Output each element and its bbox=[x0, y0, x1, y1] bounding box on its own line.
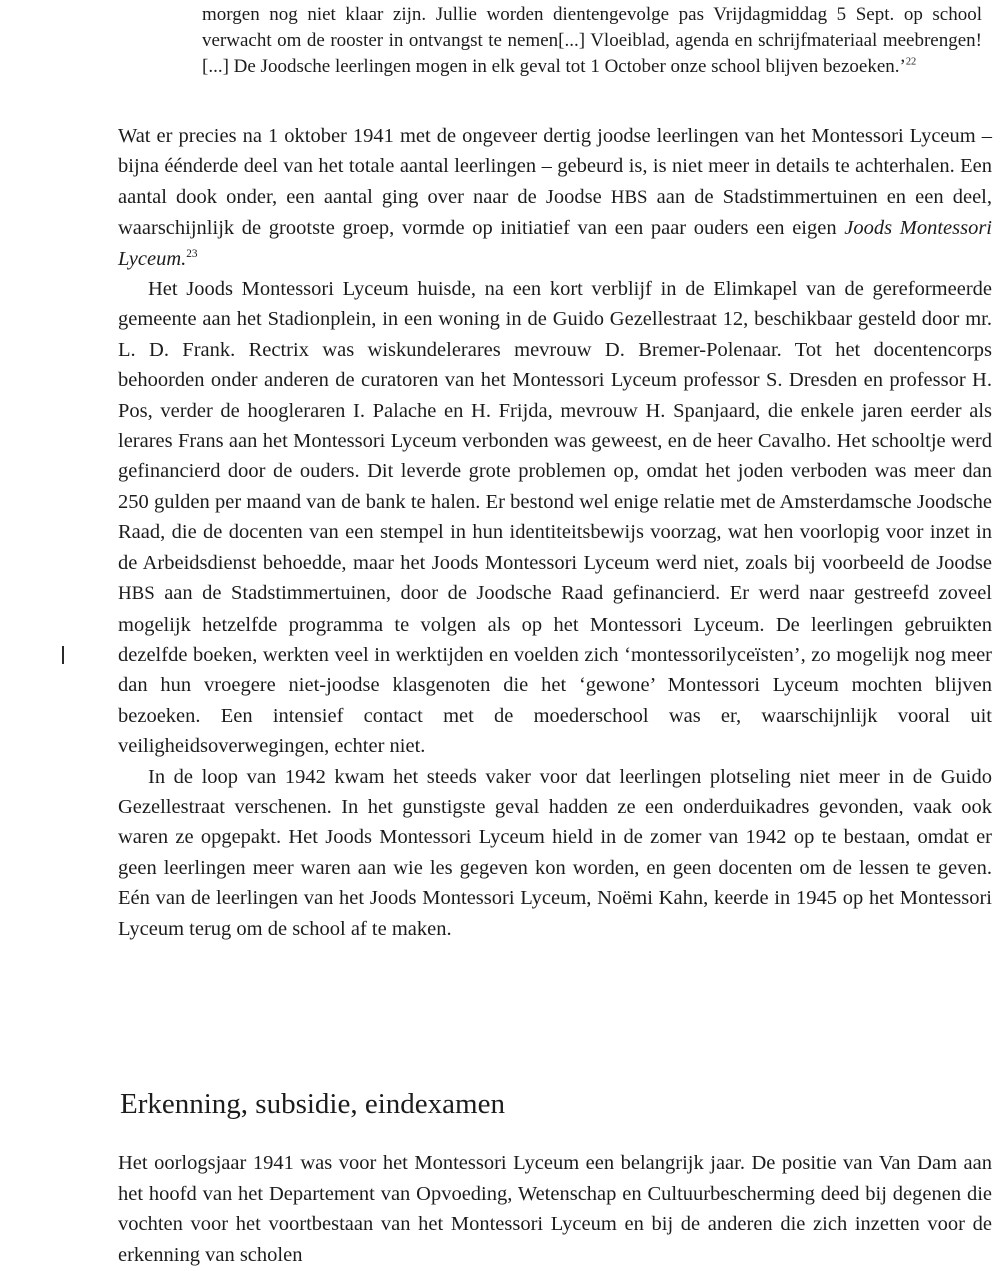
paragraph-1-text-a: Wat er precies na 1 oktober 1941 met de ongeveer dertig joodse leerlingen van het Montessori Lyceum – bijna éénderde deel van het totale aantal leerlingen – gebeurd is, is niet meer in details te achterhalen. Een aantal dook onder, een aantal ging over naar de Joodse bbox=[118, 125, 992, 208]
section-first-paragraph: Het oorlogsjaar 1941 was voor het Montessori Lyceum een belangrijk jaar. De positie van Van Dam aan het hoofd van het Departement van Opvoeding, Wetenschap en Cultuurbescherming deed bij degenen die vochten voor het voortbestaan van het Montessori Lyceum en bij de anderen die zich inzetten voor de erkenning van scholen bbox=[118, 1152, 992, 1266]
italic-title: Joods Montessori Lyceum. bbox=[118, 217, 992, 270]
footnote-ref-23: 23 bbox=[186, 247, 198, 260]
section-heading: Erkenning, subsidie, eindexamen bbox=[120, 1088, 505, 1120]
quote-text: morgen nog niet klaar zijn. Jullie worden dientengevolge pas Vrijdagmiddag 5 Sept. op school verwacht om de rooster in ontvangst te nemen[...] Vloeiblad, agenda en schrijfmateriaal meebrengen![...] De Joodsche leerlingen mogen in elk geval tot 1 October onze school blijven bezoeken.’ bbox=[202, 4, 982, 77]
body-text bbox=[118, 121, 992, 944]
paragraph-2 bbox=[118, 274, 992, 762]
paragraph-2-text-b: aan de Stadstimmertuinen, door de Joodsche Raad gefinancierd. Er werd naar gestreefd zoveel mogelijk hetzelfde programma te volgen als op het Montessori Lyceum. De leerlingen gebruikten dezelfde boeken, werkten veel in werktijden en voelden zich ‘montessorilyceïsten’, zo mogelijk nog meer dan hun vroegere niet-joodse klasgenoten die het ‘gewone’ Montessori Lyceum mochten blijven bezoeken. Een intensief contact met de moederschool was er, waarschijnlijk vooral uit veiligheidsoverwegingen, echter niet. bbox=[118, 582, 992, 758]
paragraph-1-text-b: aan de Stadstimmertuinen en een deel, waarschijnlijk de grootste groep, vormde op initiatief van een paar ouders een eigen bbox=[118, 185, 993, 240]
paragraph-2-text-a: Het Joods Montessori Lyceum huisde, na een kort verblijf in de Elimkapel van de gereformeerde gemeente aan het Stadionplein, in een woning in de Guido Gezellestraat 12, beschikbaar gesteld door mr. L. D. Frank. Rectrix was wiskundelerares mevrouw D. Bremer-Polenaar. Tot het docentencorps behoorden onder anderen de curatoren van het Montessori Lyceum professor S. Dresden en professor H. Pos, verder de hoogleraren I. Palache en H. Frijda, mevrouw H. Spanjaard, die enkele jaren eerder als lerares Frans aan het Montessori Lyceum verbonden was geweest, en de heer Cavalho. Het schooltje werd gefinancierd door de ouders. Dit leverde grote problemen op, omdat het joden verboden was meer dan 250 gulden per maand van de bank te halen. Er bestond wel enige relatie met de Amsterdamsche Joodsche Raad, die de docenten van een stempel in hun identiteitsbewijs voorzag, wat hen voorlopig voor inzet in de Arbeidsdienst behoedde, maar het Joods Montessori Lyceum werd niet, zoals bij voorbeeld de Joodse bbox=[118, 278, 992, 574]
block-quote bbox=[202, 2, 982, 80]
footnote-ref-22: 22 bbox=[905, 56, 917, 68]
paragraph-1 bbox=[118, 121, 992, 274]
hbs-abbreviation: HBS bbox=[118, 583, 155, 605]
paragraph-3: In de loop van 1942 kwam het steeds vaker voor dat leerlingen plotseling niet meer in de Guido Gezellestraat verschenen. In het gunstigste geval hadden ze een onderduikadres gevonden, vaak ook waren ze opgepakt. Het Joods Montessori Lyceum hield in de zomer van 1942 op te bestaan, omdat er geen leerlingen meer waren aan wie les gegeven kon worden, en geen docenten om de lessen te geven. Eén van de leerlingen van het Joods Montessori Lyceum, Noëmi Kahn, keerde in 1945 op het Montessori Lyceum terug om de school af te maken. bbox=[118, 765, 992, 940]
hbs-abbreviation: HBS bbox=[610, 186, 648, 208]
margin-mark bbox=[62, 646, 64, 664]
quote-paragraph bbox=[202, 2, 982, 80]
